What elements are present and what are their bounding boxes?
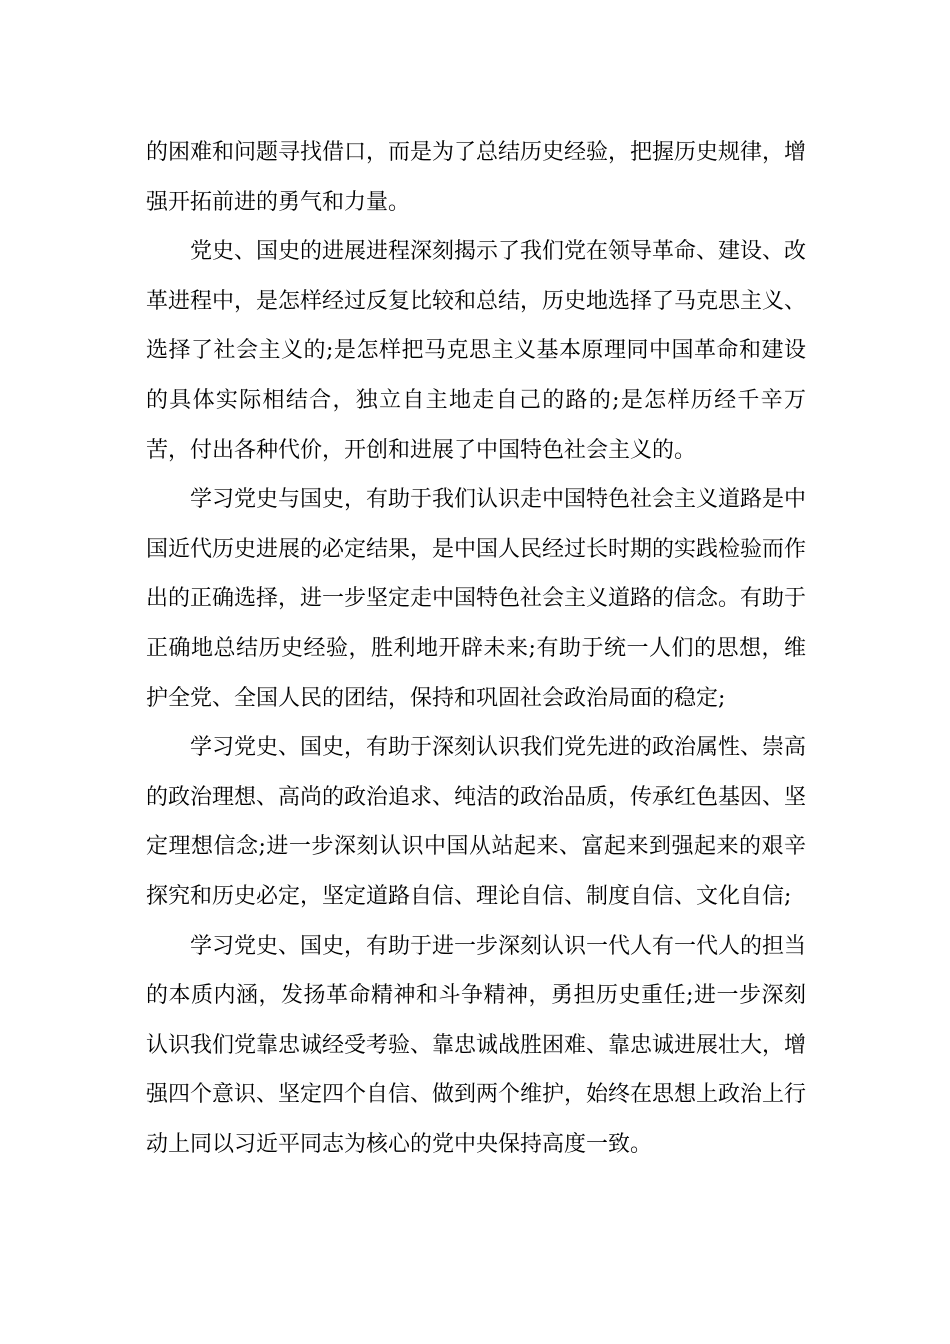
document-body <box>146 128 806 1169</box>
paragraph-5: 学习党史、国史，有助于进一步深刻认识一代人有一代人的担当的本质内涵，发扬革命精神和斗争精神，勇担历史重任;进一步深刻认识我们党靠忠诚经受考验、靠忠诚战胜困难、靠忠诚进展壮大，增强四个意识、坚定四个自信、做到两个维护，始终在思想上政治上行动上同以习近平同志为核心的党中央保持高度一致。 <box>146 933 807 1157</box>
paragraph-1: 的困难和问题寻找借口，而是为了总结历史经验，把握历史规律，增强开拓前进的勇气和力量。 <box>146 140 807 215</box>
paragraph-4: 学习党史、国史，有助于深刻认识我们党先进的政治属性、崇高的政治理想、高尚的政治追求、纯洁的政治品质，传承红色基因、坚定理想信念;进一步深刻认识中国从站起来、富起来到强起来的艰辛探究和历史必定，坚定道路自信、理论自信、制度自信、文化自信; <box>146 735 807 909</box>
paragraph-3: 学习党史与国史，有助于我们认识走中国特色社会主义道路是中国近代历史进展的必定结果，是中国人民经过长时期的实践检验而作出的正确选择，进一步坚定走中国特色社会主义道路的信念。有助于正确地总结历史经验，胜利地开辟未来;有助于统一人们的思想，维护全党、全国人民的团结，保持和巩固社会政治局面的稳定; <box>146 487 807 711</box>
paragraph-2: 党史、国史的进展进程深刻揭示了我们党在领导革命、建设、改革进程中，是怎样经过反复比较和总结，历史地选择了马克思主义、选择了社会主义的;是怎样把马克思主义基本原理同中国革命和建设的具体实际相结合，独立自主地走自己的路的;是怎样历经千辛万苦，付出各种代价，开创和进展了中国特色社会主义的。 <box>146 239 807 463</box>
